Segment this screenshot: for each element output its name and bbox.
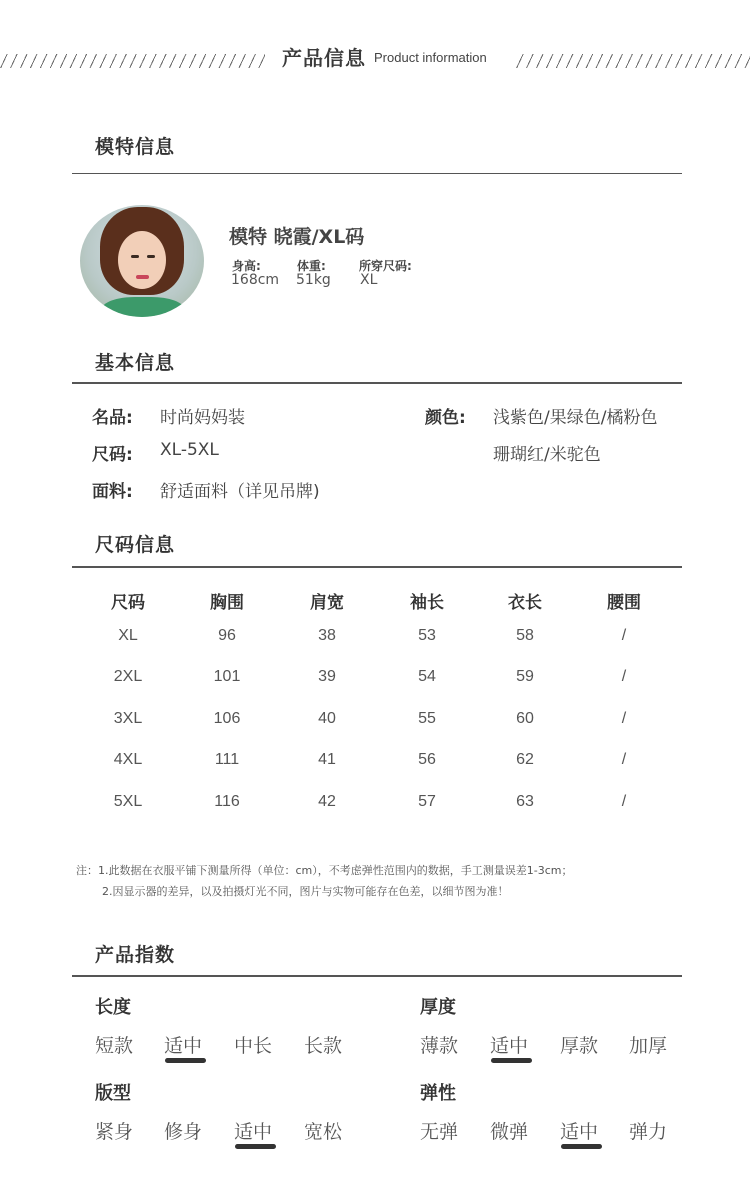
index-elasticity-label: 弹性: [420, 1083, 456, 1104]
table-cell-waist: /: [621, 710, 627, 727]
index-elasticity-option: 适中: [560, 1121, 599, 1143]
index-fit-option: 宽松: [304, 1121, 343, 1143]
table-cell-waist: /: [621, 668, 627, 685]
table-cell-size: 4XL: [113, 751, 143, 768]
product-name-label: 名品:: [92, 408, 133, 428]
index-thickness-option: 适中: [490, 1035, 529, 1057]
model-size-value: XL: [360, 272, 378, 288]
page-title: 产品信息: [282, 46, 366, 70]
product-name-value: 时尚妈妈装: [160, 408, 245, 428]
basic-section-rule: [72, 382, 682, 384]
table-header-waist: 腰围: [607, 593, 641, 613]
size-range-label: 尺码:: [92, 445, 133, 465]
index-length-option: 中长: [234, 1035, 273, 1057]
index-length-selected-marker: [165, 1058, 206, 1063]
index-thickness-option: 加厚: [629, 1035, 668, 1057]
color-label: 颜色:: [425, 408, 466, 428]
table-cell-size: XL: [118, 627, 138, 644]
table-cell-chest: 101: [213, 668, 241, 685]
table-header-sleeve: 袖长: [410, 593, 444, 613]
table-cell-shoulder: 40: [318, 710, 336, 727]
index-thickness-option: 厚款: [560, 1035, 599, 1057]
table-cell-length: 63: [516, 793, 534, 810]
table-cell-waist: /: [621, 627, 627, 644]
index-elasticity-option: 无弹: [420, 1121, 459, 1143]
table-cell-length: 59: [516, 668, 534, 685]
table-cell-chest: 111: [214, 751, 240, 768]
table-cell-chest: 106: [213, 710, 241, 727]
model-weight-value: 51kg: [296, 272, 331, 288]
index-fit-option: 修身: [164, 1121, 203, 1143]
model-name: 模特 晓霞/XL码: [229, 226, 365, 248]
header-hatch-left: [0, 54, 265, 68]
model-weight-label: 体重:: [297, 259, 326, 273]
table-cell-shoulder: 41: [318, 751, 336, 768]
table-header-shoulder: 肩宽: [310, 593, 344, 613]
color-value-line2: 珊瑚红/米驼色: [493, 445, 601, 465]
index-length-option: 长款: [304, 1035, 343, 1057]
index-section-rule: [72, 975, 682, 977]
table-cell-sleeve: 56: [418, 751, 436, 768]
model-size-label: 所穿尺码:: [359, 259, 412, 273]
index-thickness-option: 薄款: [420, 1035, 459, 1057]
table-header-chest: 胸围: [210, 593, 244, 613]
table-cell-length: 62: [516, 751, 534, 768]
index-fit-option: 紧身: [95, 1121, 134, 1143]
index-fit-label: 版型: [95, 1083, 131, 1104]
note-line-2: 2.因显示器的差异，以及拍摄灯光不同，图片与实物可能存在色差，以细节图为准！: [102, 885, 509, 898]
index-elasticity-option: 微弹: [490, 1121, 529, 1143]
model-section-rule: [72, 173, 682, 174]
index-thickness-label: 厚度: [420, 997, 456, 1018]
index-fit-selected-marker: [235, 1144, 276, 1149]
table-cell-chest: 116: [214, 793, 240, 810]
table-cell-chest: 96: [218, 627, 236, 644]
model-section-title: 模特信息: [95, 136, 176, 158]
header-hatch-right: [516, 54, 750, 68]
size-section-title: 尺码信息: [95, 534, 176, 556]
page-subtitle: Product information: [374, 50, 487, 65]
fabric-value: 舒适面料（详见吊牌): [160, 482, 320, 502]
table-cell-size: 5XL: [113, 793, 143, 810]
table-cell-shoulder: 39: [318, 668, 336, 685]
table-cell-size: 3XL: [113, 710, 143, 727]
table-header-length: 衣长: [508, 593, 542, 613]
index-fit-option: 适中: [234, 1121, 273, 1143]
size-range-value: XL-5XL: [160, 440, 219, 460]
table-cell-waist: /: [621, 793, 627, 810]
model-height-value: 168cm: [231, 272, 280, 288]
table-cell-sleeve: 53: [418, 627, 436, 644]
size-section-rule: [72, 566, 682, 568]
index-elasticity-selected-marker: [561, 1144, 602, 1149]
index-elasticity-option: 弹力: [629, 1121, 668, 1143]
note-line-1: 注：1.此数据在衣服平铺下测量所得（单位：cm），不考虑弹性范围内的数据，手工测量误差1-3cm；: [76, 864, 573, 877]
index-section-title: 产品指数: [95, 944, 176, 966]
model-height-label: 身高:: [232, 259, 261, 273]
table-cell-shoulder: 42: [318, 793, 336, 810]
model-avatar: [80, 205, 204, 317]
index-length-option: 适中: [164, 1035, 203, 1057]
table-header-size: 尺码: [111, 593, 145, 613]
table-cell-sleeve: 57: [418, 793, 436, 810]
index-thickness-selected-marker: [491, 1058, 532, 1063]
table-cell-waist: /: [621, 751, 627, 768]
fabric-label: 面料:: [92, 482, 133, 502]
table-cell-sleeve: 55: [418, 710, 436, 727]
table-cell-length: 58: [516, 627, 534, 644]
table-cell-size: 2XL: [113, 668, 143, 685]
table-cell-length: 60: [516, 710, 534, 727]
table-cell-shoulder: 38: [318, 627, 336, 644]
color-value-line1: 浅紫色/果绿色/橘粉色: [493, 408, 658, 428]
index-length-option: 短款: [95, 1035, 134, 1057]
index-length-label: 长度: [95, 997, 131, 1018]
table-cell-sleeve: 54: [418, 668, 436, 685]
basic-section-title: 基本信息: [95, 352, 176, 374]
